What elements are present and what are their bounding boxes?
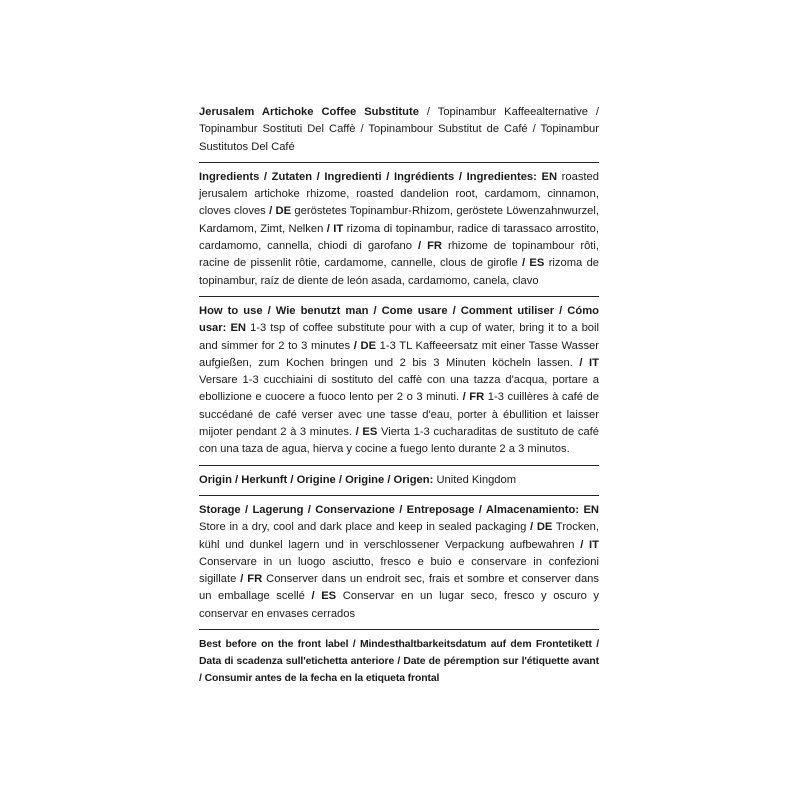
how-to-use-es-code: / ES [352,426,378,439]
ingredients-fr-text: rhizome de topinambour rôti, racine de pissenlit rôtie, cardamome, cannelle, clous de girofle [199,240,600,270]
how-to-use-en-text: 1-3 tsp of coffee substitute pour with a cup of water, bring it to a boil and simmer for 2 to 3 minutes [199,322,599,352]
title-translations: / Topinambur Kaffeealternative / Topinambur Sostituti Del Caffè / Topinambour Substitut de Café / Topinambur Sustitutos Del Café [199,106,599,153]
origin-value: United Kingdom [433,473,517,486]
ingredients-de-code: / DE [265,205,292,218]
how-to-use-en-code: EN [226,322,246,335]
ingredients-de-text: geröstetes Topinambur-Rhizom, geröstete Löwenzahnwurzel, Kardamom, Zimt, Nelken [199,205,599,235]
storage-en-text: Store in a dry, cool and dark place and keep in sealed packaging [199,521,527,534]
ingredients-en-text: roasted jerusalem artichoke rhizome, roasted dandelion root, cardamom, cinnamon, cloves cloves [199,170,599,218]
ingredients-es-code: / ES [517,257,545,270]
storage-fr-code: / FR [236,573,263,586]
product-label [199,104,599,699]
storage-es-text: Conservar en un lugar seco, fresco y oscuro y conservar en envases cerrados [199,590,599,620]
storage-it-code: / IT [574,538,599,551]
how-to-use-heading: How to use / Wie benutzt man / Come usare / Comment utiliser / Cómo usar: [199,304,599,335]
storage-de-text: Trocken, kühl und dunkel lagern und in verschlossener Verpackung aufbewahren [199,521,600,551]
storage-es-code: / ES [304,590,337,603]
how-to-use-de-code: / DE [350,339,377,352]
ingredients-it-text: rizoma di topinambur, radice di tarassaco arrostito, cardamomo, cannella, chiodi di garofano [199,222,599,253]
ingredients-fr-code: / FR [412,240,442,253]
how-to-use-it-code: / IT [572,356,599,369]
storage-it-text: Conservare in un luogo asciutto, fresco e buio e conservare in confezioni sigillate [199,555,599,586]
ingredients-it-code: / IT [323,222,344,235]
ingredients-en-code: EN [536,170,558,183]
ingredients-section [199,169,599,297]
storage-en-code: EN [579,503,599,516]
ingredients-heading: Ingredients / Zutaten / Ingredienti / Ingrédients / Ingredientes: [199,170,537,183]
ingredients-es-text: rizoma de topinambur, raíz de diente de león asada, cardamomo, canela, clavo [199,257,600,287]
best-before-text: Best before on the front label / Mindesthaltbarkeitsdatum auf dem Frontetikett / Data di scadenza sull'etichetta anteriore / Date de péremption sur l'étiquette avant / Consumir antes de la fecha en la etiqueta frontal [199,639,599,685]
storage-fr-text: Conserver dans un endroit sec, frais et sombre et conserver dans un emballage scellé [199,573,599,603]
storage-de-code: / DE [526,521,553,534]
origin-heading: Origin / Herkunft / Origine / Origine / Origen: [199,473,434,486]
how-to-use-fr-code: / FR [459,391,485,404]
how-to-use-de-text: 1-3 TL Kaffeeersatz mit einer Tasse Wasser aufgießen, zum Kochen bringen und 2 bis 3 Minuten köcheln lassen. [199,339,599,369]
how-to-use-es-text: Vierta 1-3 cucharaditas de sustituto de café con una taza de agua, hierva y cocine a fuego lento durante 2 a 3 minutos. [199,426,600,456]
origin-section [199,472,599,496]
how-to-use-fr-text: 1-3 cuillères à café de succédané de café verser avec une tasse d'eau, porter à ébullition et laisser mijoter pendant 2 à 3 minutes. [199,391,600,439]
storage-section [199,502,599,630]
storage-heading: Storage / Lagerung / Conservazione / Entreposage / Almacenamiento: [199,503,580,516]
best-before-section [199,636,599,693]
title-section [199,104,599,163]
title-en: Jerusalem Artichoke Coffee Substitute [199,106,419,118]
how-to-use-it-text: Versare 1-3 cucchiaini di sostituto del caffè con una tazza d'acqua, portare a ebollizione e cuocere a fuoco lento per 2 o 3 minuti. [199,374,599,404]
how-to-use-section [199,303,599,466]
